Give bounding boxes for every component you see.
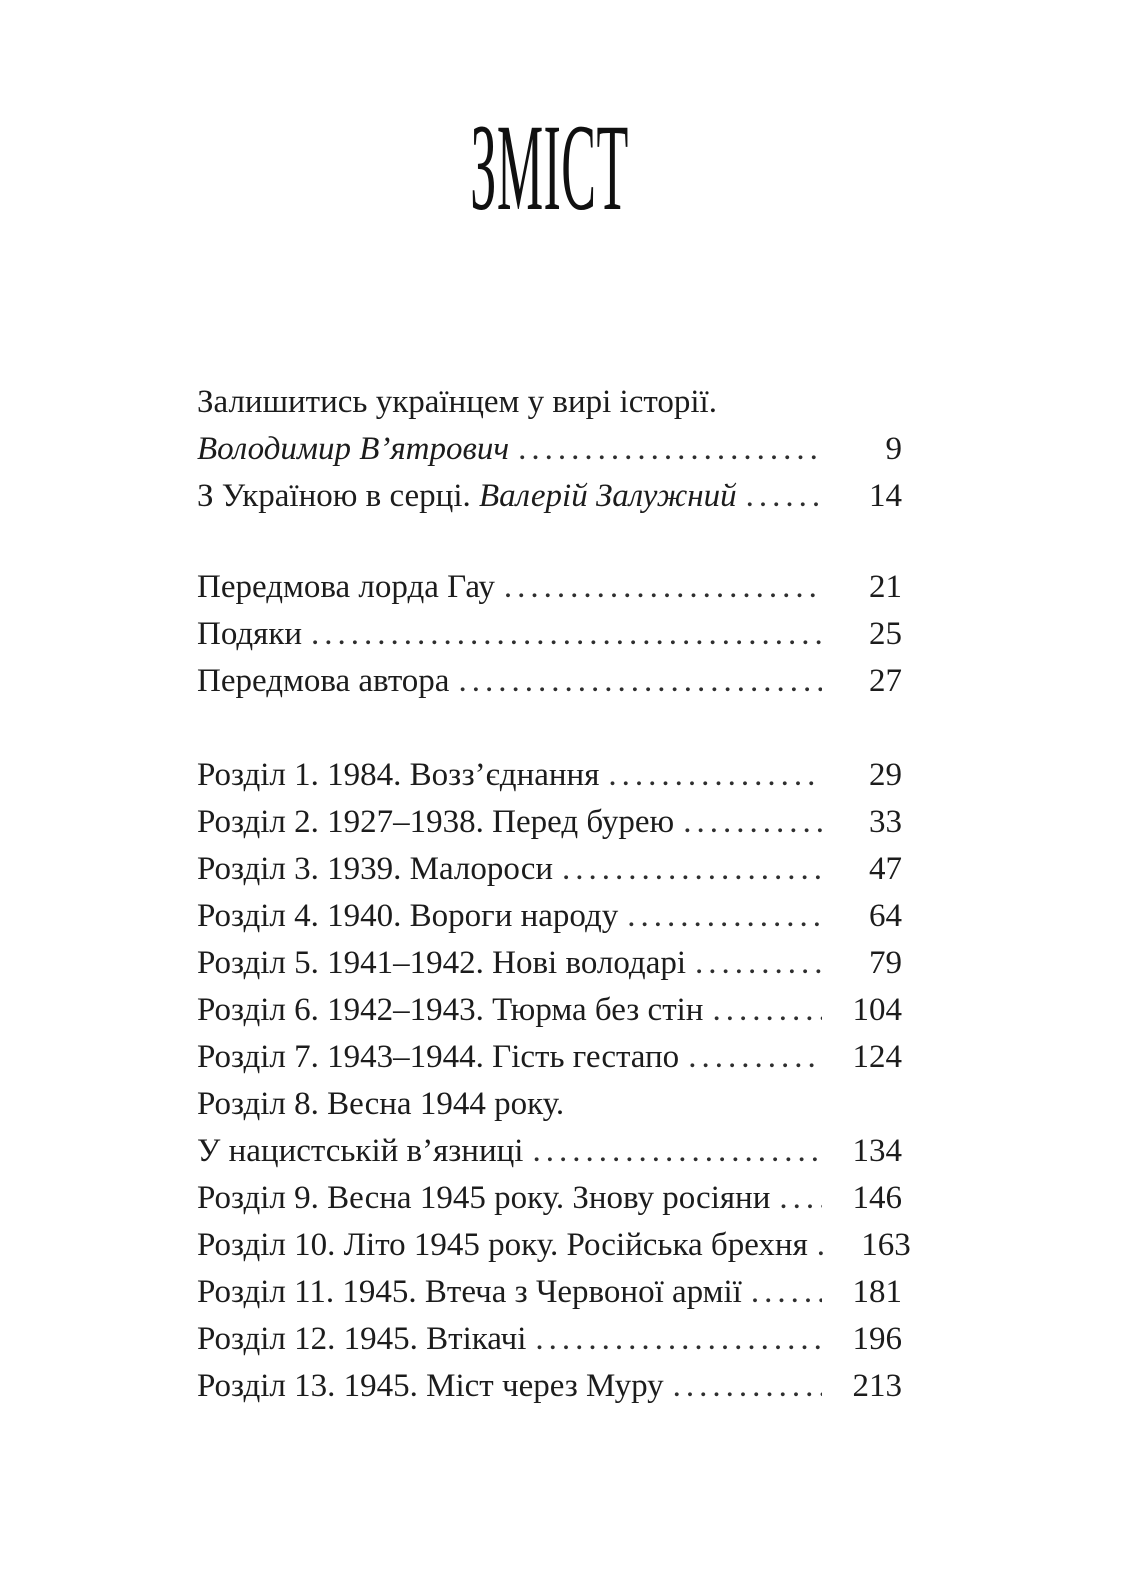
page-number: 124 — [852, 1039, 902, 1075]
page-number: 47 — [869, 851, 902, 887]
toc-entry-line — [197, 752, 902, 799]
entry-label — [197, 1175, 770, 1222]
page-number: 33 — [869, 804, 902, 840]
dot-leader — [751, 1269, 822, 1316]
entry-text: Передмова лорда Гау — [197, 569, 495, 605]
entry-text: Залишитись українцем у вирі історії. — [197, 384, 717, 420]
toc-entry-line — [197, 940, 902, 987]
toc-entry-line — [197, 846, 902, 893]
dot-leader — [683, 799, 822, 846]
toc-list — [197, 379, 911, 1410]
toc-entry-line — [197, 611, 902, 658]
page-number: 9 — [885, 431, 902, 467]
dot-leader — [695, 940, 822, 987]
toc-entry-line — [197, 799, 902, 846]
entry-text: Розділ 6. 1942–1943. Тюрма без стін — [197, 992, 704, 1028]
entry-label — [197, 1081, 564, 1128]
entry-label — [197, 799, 674, 846]
dot-leader — [817, 1222, 831, 1269]
toc-entry-line — [197, 1222, 911, 1269]
entry-text: Розділ 9. Весна 1945 року. Знову росіяни — [197, 1180, 771, 1216]
page-number: 213 — [852, 1368, 902, 1404]
entry-text: Розділ 13. 1945. Міст через Муру — [197, 1368, 664, 1404]
dot-leader — [673, 1363, 822, 1410]
toc-entry-line — [197, 1034, 902, 1081]
toc-entry-line — [197, 564, 902, 611]
entry-text: Розділ 2. 1927–1938. Перед бурею — [197, 804, 675, 840]
toc-section — [197, 564, 902, 705]
toc-section — [197, 379, 902, 520]
page-title: ЗМІСТ — [470, 99, 629, 236]
entry-text: У нацистській в’язниці — [197, 1133, 524, 1169]
entry-label — [197, 987, 703, 1034]
page-number: 134 — [852, 1133, 902, 1169]
page-number: 163 — [861, 1227, 911, 1263]
dot-leader — [608, 752, 822, 799]
entry-label — [197, 611, 302, 658]
entry-label — [197, 379, 717, 426]
toc-entry-line — [197, 658, 902, 705]
page-number: 181 — [852, 1274, 902, 1310]
entry-label — [197, 752, 599, 799]
entry-text: Розділ 12. 1945. Втікачі — [197, 1321, 527, 1357]
entry-label — [197, 1316, 526, 1363]
entry-label — [197, 1128, 523, 1175]
entry-label — [197, 1269, 742, 1316]
dot-leader — [688, 1034, 822, 1081]
dot-leader — [627, 893, 822, 940]
entry-text: Розділ 3. 1939. Малороси — [197, 851, 554, 887]
page-number: 27 — [869, 663, 902, 699]
toc-entry-line — [197, 1175, 902, 1222]
entry-label — [197, 940, 686, 987]
page-number: 146 — [852, 1180, 902, 1216]
toc-entry-line — [197, 1081, 902, 1128]
dot-leader — [458, 658, 822, 705]
entry-text-italic: Валерій Залужний — [479, 478, 737, 514]
entry-text: Розділ 4. 1940. Вороги народу — [197, 898, 619, 934]
page-number: 14 — [869, 478, 902, 514]
toc-entry-line — [197, 473, 902, 520]
dot-leader — [779, 1175, 822, 1222]
entry-text: Розділ 8. Весна 1944 року. — [197, 1086, 565, 1122]
toc-entry-line — [197, 426, 902, 473]
entry-label — [197, 846, 553, 893]
entry-label — [197, 564, 495, 611]
page-number: 104 — [852, 992, 902, 1028]
entry-label — [197, 1222, 808, 1269]
entry-text: Передмова автора — [197, 663, 450, 699]
toc-entry-line — [197, 1128, 902, 1175]
page-number: 79 — [869, 945, 902, 981]
dot-leader — [504, 564, 822, 611]
toc-entry-line — [197, 1363, 902, 1410]
entry-label — [197, 426, 509, 473]
dot-leader — [535, 1316, 822, 1363]
dot-leader — [518, 426, 822, 473]
entry-text-italic: Володимир В’ятрович — [197, 431, 510, 467]
entry-text: Розділ 10. Літо 1945 року. Російська брехня — [197, 1227, 808, 1263]
page-number: 64 — [869, 898, 902, 934]
dot-leader — [562, 846, 822, 893]
entry-label — [197, 893, 618, 940]
toc-entry-line — [197, 1269, 902, 1316]
toc-entry-line — [197, 1316, 902, 1363]
entry-text: Подяки — [197, 616, 303, 652]
entry-text: Розділ 7. 1943–1944. Гість гестапо — [197, 1039, 680, 1075]
dot-leader — [712, 987, 822, 1034]
entry-label — [197, 1034, 679, 1081]
dot-leader — [532, 1128, 822, 1175]
toc-entry-line — [197, 893, 902, 940]
dot-leader — [746, 473, 822, 520]
entry-text: З Україною в серці. — [197, 478, 480, 514]
entry-label — [197, 473, 737, 520]
entry-text: Розділ 5. 1941–1942. Нові володарі — [197, 945, 687, 981]
dot-leader — [311, 611, 822, 658]
toc-entry-line — [197, 379, 902, 426]
entry-text: Розділ 1. 1984. Возз’єднання — [197, 757, 600, 793]
page-number: 196 — [852, 1321, 902, 1357]
page-number: 25 — [869, 616, 902, 652]
toc-entry-line — [197, 987, 902, 1034]
entry-label — [197, 658, 449, 705]
page-number: 21 — [869, 569, 902, 605]
toc-section — [197, 752, 911, 1410]
entry-label — [197, 1363, 664, 1410]
entry-text: Розділ 11. 1945. Втеча з Червоної армії — [197, 1274, 742, 1310]
page-number: 29 — [869, 757, 902, 793]
